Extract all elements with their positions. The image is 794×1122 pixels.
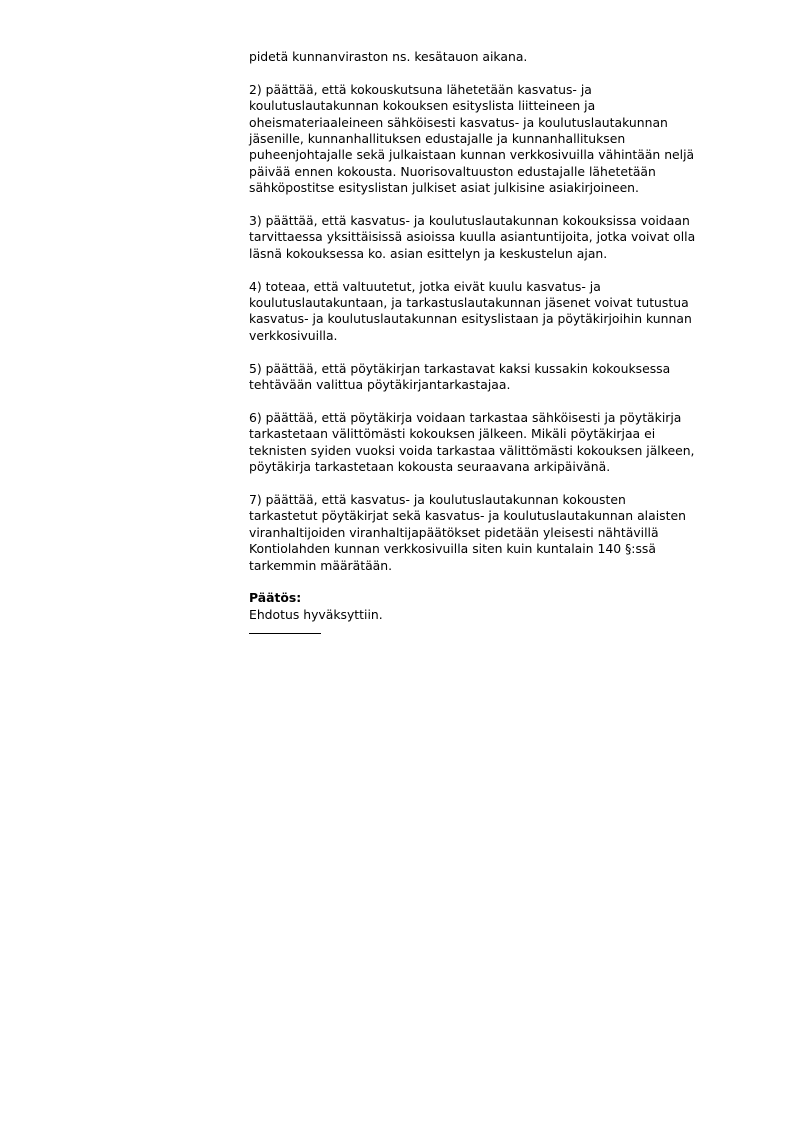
decision-section (249, 590, 739, 634)
text-line: päivää ennen kokousta. Nuorisovaltuuston edustajalle lähetetään (249, 163, 656, 179)
text-line: tarkastetut pöytäkirjat sekä kasvatus- ja koulutuslautakunnan alaisten (249, 508, 686, 524)
text-line: viranhaltijoiden viranhaltijapäätökset pidetään yleisesti nähtävillä (249, 524, 659, 540)
text-line: sähköpostitse esityslistan julkiset asiat julkisine asiakirjoineen. (249, 180, 639, 196)
item-4-paragraph (249, 279, 739, 345)
text-line: verkkosivuilla. (249, 327, 338, 343)
text-line: pidetä kunnanviraston ns. kesätauon aikana. (249, 49, 528, 64)
text-line: puheenjohtajalle sekä julkaistaan kunnan verkkosivuilla vähintään neljä (249, 147, 695, 163)
text-line: läsnä kokouksessa ko. asian esittelyn ja keskustelun ajan. (249, 245, 608, 261)
item-7-paragraph (249, 492, 739, 574)
text-line: 3) päättää, että kasvatus- ja koulutuslautakunnan kokouksissa voidaan (249, 213, 690, 229)
text-line: Kontiolahden kunnan verkkosivuilla siten kuin kuntalain 140 §:ssä (249, 541, 656, 557)
text-line: tarkemmin määrätään. (249, 557, 393, 573)
text-line: 6) päättää, että pöytäkirja voidaan tarkastaa sähköisesti ja pöytäkirja (249, 409, 682, 425)
text-line: jäsenille, kunnanhallituksen edustajalle ja kunnanhallituksen (249, 131, 626, 147)
text-line: 7) päättää, että kasvatus- ja koulutuslautakunnan kokousten (249, 491, 626, 507)
text-line: pöytäkirja tarkastetaan kokousta seuraavana arkipäivänä. (249, 459, 611, 475)
text-line: tarkastetaan välittömästi kokouksen jälkeen. Mikäli pöytäkirjaa ei (249, 426, 656, 442)
text-line: koulutuslautakunnan kokouksen esityslista liitteineen ja (249, 98, 596, 114)
intro-paragraph (249, 49, 739, 65)
item-3-paragraph (249, 213, 739, 262)
text-line: tarvittaessa yksittäisissä asioissa kuulla asiantuntijoita, jotka voivat olla (249, 229, 696, 245)
document-body (249, 49, 739, 634)
text-line: oheismateriaaleineen sähköisesti kasvatus- ja koulutuslautakunnan (249, 114, 668, 130)
text-line: koulutuslautakuntaan, ja tarkastuslautakunnan jäsenet voivat tutustua (249, 295, 689, 311)
text-line: 5) päättää, että pöytäkirjan tarkastavat kaksi kussakin kokouksessa (249, 360, 671, 376)
text-line: 4) toteaa, että valtuutetut, jotka eivät kuulu kasvatus- ja (249, 278, 601, 294)
end-rule (249, 633, 321, 634)
decision-heading: Päätös: (249, 590, 302, 606)
text-line: kasvatus- ja koulutuslautakunnan esityslistaan ja pöytäkirjoihin kunnan (249, 311, 692, 327)
item-6-paragraph (249, 410, 739, 476)
text-line: 2) päättää, että kokouskutsuna lähetetään kasvatus- ja (249, 81, 592, 97)
text-line: tehtävään valittua pöytäkirjantarkastajaa. (249, 377, 511, 393)
text-line: teknisten syiden vuoksi voida tarkastaa välittömästi kokouksen jälkeen, (249, 442, 695, 458)
item-2-paragraph (249, 82, 739, 197)
item-5-paragraph (249, 361, 739, 394)
decision-text: Ehdotus hyväksyttiin. (249, 606, 383, 622)
